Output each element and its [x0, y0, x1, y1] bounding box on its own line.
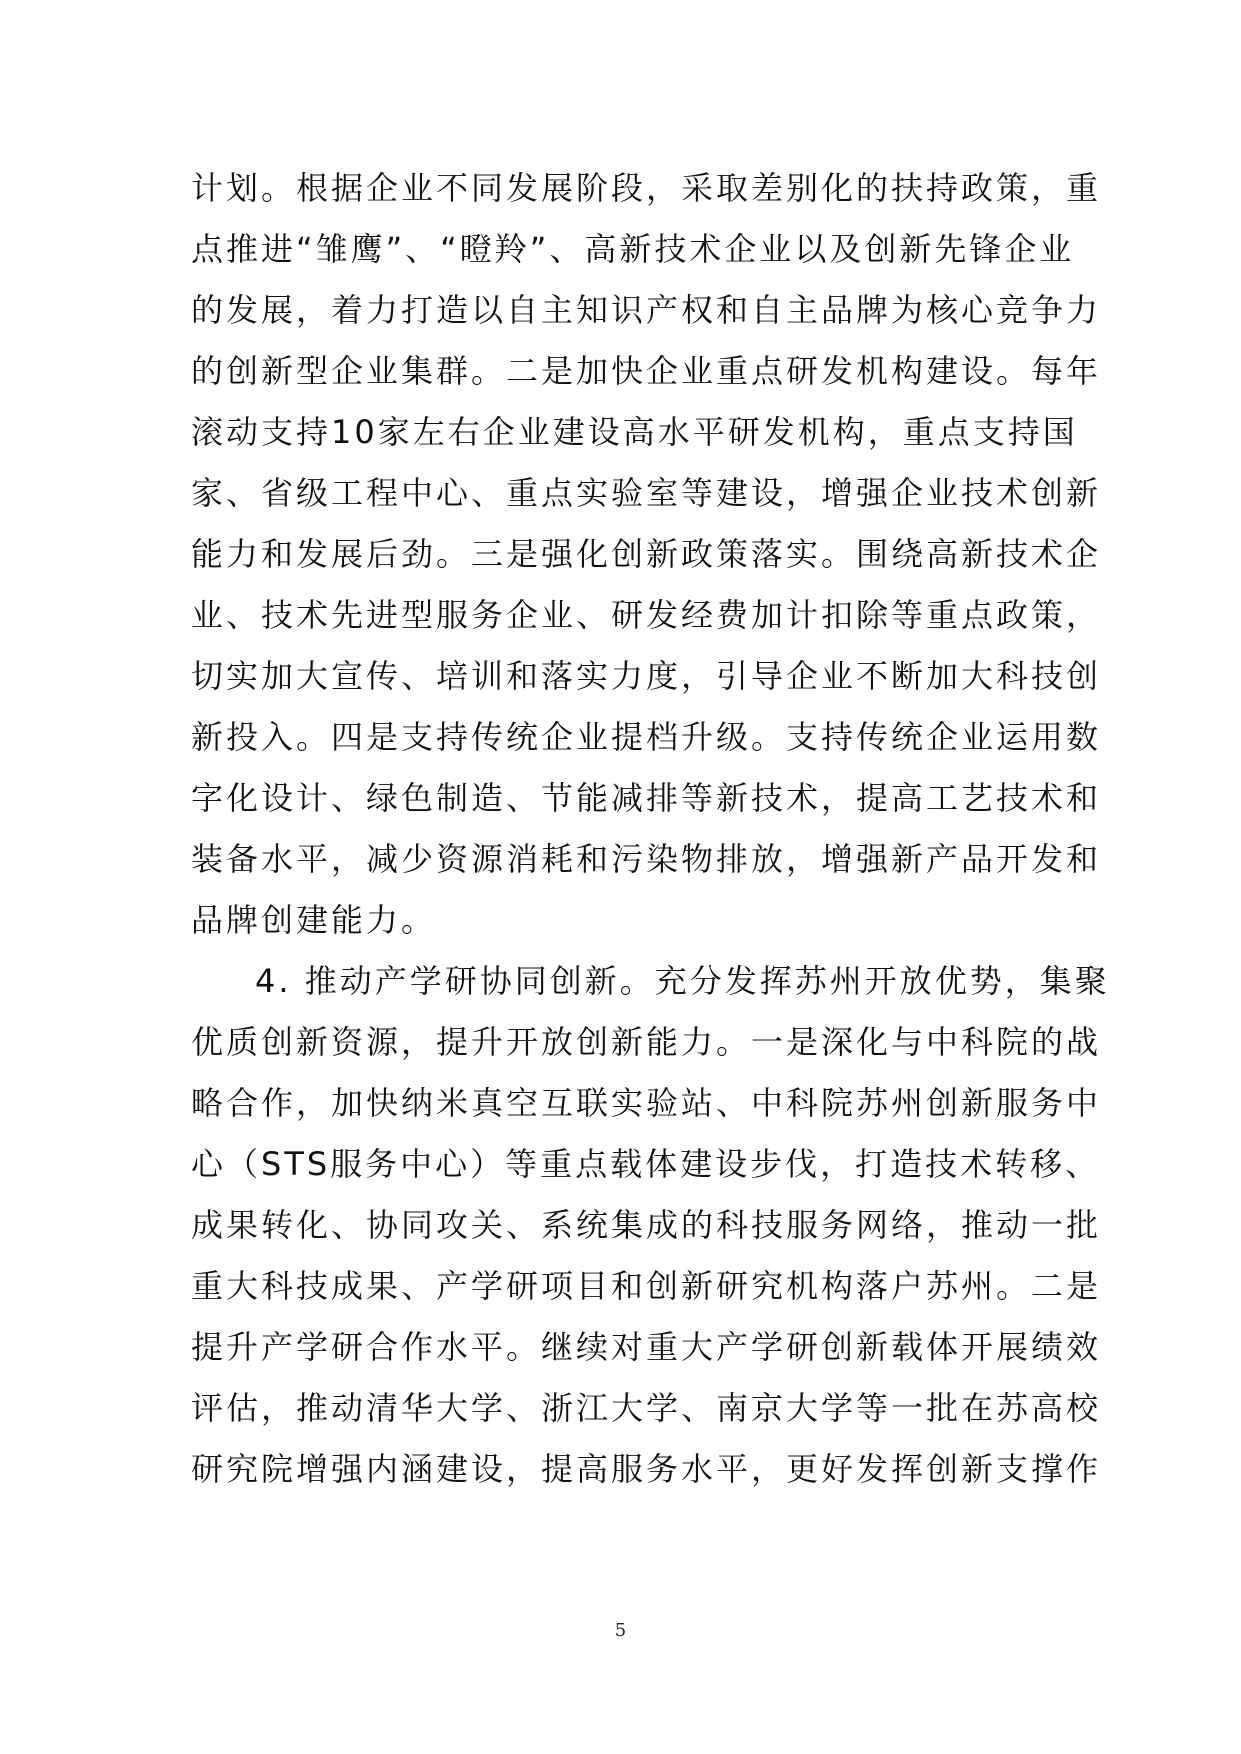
text-line: 成果转化、协同攻关、系统集成的科技服务网络，推动一批	[191, 1206, 1102, 1244]
body-text	[191, 158, 1110, 1500]
text-line: 新投入。四是支持传统企业提档升级。支持传统企业运用数	[191, 718, 1102, 756]
text-line-heading-start: 4. 推动产学研协同创新。充分发挥苏州开放优势，集聚	[255, 962, 1110, 1000]
text-line: 品牌创建能力。	[191, 901, 437, 939]
text-line: 研究院增强内涵建设，提高服务水平，更好发挥创新支撑作	[191, 1450, 1102, 1488]
text-line: 业、技术先进型服务企业、研发经费加计扣除等重点政策，	[191, 596, 1102, 634]
text-line: 评估，推动清华大学、浙江大学、南京大学等一批在苏高校	[191, 1389, 1102, 1427]
text-line: 点推进“雏鹰”、“瞪羚”、高新技术企业以及创新先锋企业	[191, 230, 1075, 268]
text-line: 优质创新资源，提升开放创新能力。一是深化与中科院的战	[191, 1023, 1102, 1061]
text-line: 能力和发展后劲。三是强化创新政策落实。围绕高新技术企	[191, 535, 1102, 573]
text-line: 装备水平，减少资源消耗和污染物排放，增强新产品开发和	[191, 840, 1102, 878]
text-line: 的创新型企业集群。二是加快企业重点研发机构建设。每年	[191, 352, 1102, 390]
text-line: 心（STS服务中心）等重点载体建设步伐，打造技术转移、	[191, 1145, 1101, 1183]
paragraph-1	[191, 158, 1102, 951]
text-line: 滚动支持10家左右企业建设高水平研发机构，重点支持国	[191, 413, 1078, 451]
text-line: 略合作，加快纳米真空互联实验站、中科院苏州创新服务中	[191, 1084, 1102, 1122]
page-number: 5	[614, 1620, 627, 1641]
text-line: 提升产学研合作水平。继续对重大产学研创新载体开展绩效	[191, 1328, 1102, 1366]
text-line: 家、省级工程中心、重点实验室等建设，增强企业技术创新	[191, 474, 1102, 512]
text-line: 重大科技成果、产学研项目和创新研究机构落户苏州。二是	[191, 1267, 1102, 1305]
paragraph-2	[191, 951, 1110, 1500]
text-line: 字化设计、绿色制造、节能减排等新技术，提高工艺技术和	[191, 779, 1102, 817]
text-line: 的发展，着力打造以自主知识产权和自主品牌为核心竞争力	[191, 291, 1102, 329]
text-line: 计划。根据企业不同发展阶段，采取差别化的扶持政策，重	[191, 169, 1102, 207]
text-line: 切实加大宣传、培训和落实力度，引导企业不断加大科技创	[191, 657, 1102, 695]
